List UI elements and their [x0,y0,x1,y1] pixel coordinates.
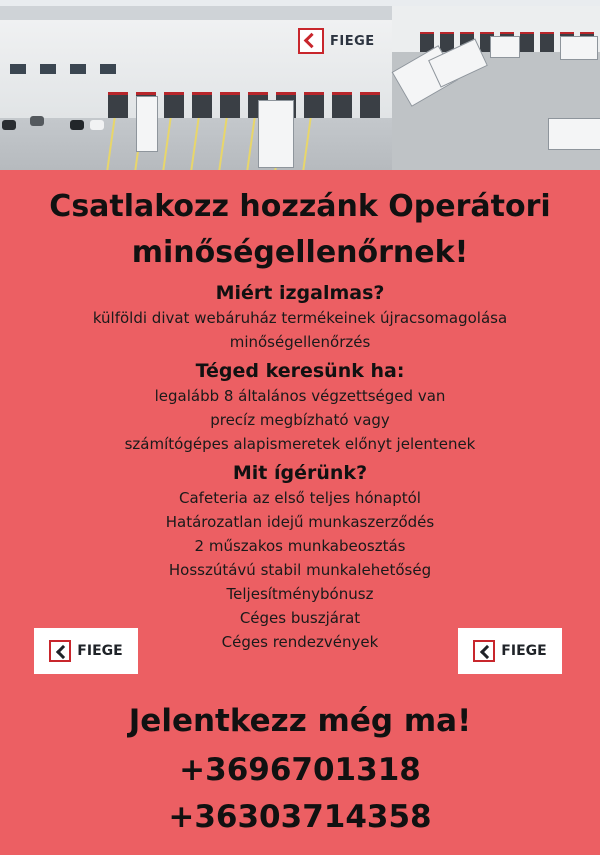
benefit-item: Cafeteria az első teljes hónaptól [179,489,421,507]
warehouse-building [0,6,392,121]
section-title: Mit ígérünk? [232,462,368,484]
benefit-item: Céges buszjárat [239,609,361,627]
building-sign-text: FIEGE [330,33,375,49]
section-requirements [0,358,600,456]
benefit-item: Teljesítménybónusz [226,585,374,603]
warehouse-photo [0,0,600,170]
phone-number-2[interactable]: +36303714358 [168,799,432,835]
headline [0,184,600,276]
fiege-logo-icon [298,28,324,54]
logo-text: FIEGE [77,643,123,659]
benefit-item: 2 műszakos munkabeosztás [194,537,406,555]
job-ad-content [0,170,600,654]
car [30,116,44,126]
car [70,120,84,130]
truck [136,96,158,152]
section-title: Miért izgalmas? [215,282,385,304]
section-title: Téged keresünk ha: [195,360,405,382]
headline-line-2: minőségellenőrnek! [131,235,469,270]
truck [490,36,520,58]
car [90,120,104,130]
benefit-item: Céges rendezvények [221,633,379,651]
section-line: minőségellenőrzés [229,333,371,351]
fiege-chevron-icon [473,640,495,662]
section-line: legalább 8 általános végzettséged van [154,387,446,405]
truck [560,36,598,60]
truck [258,100,294,168]
benefit-item: Határozatlan idejű munkaszerződés [165,513,435,531]
logo-text: FIEGE [501,643,547,659]
benefit-item: Hosszútávú stabil munkalehetőség [168,561,432,579]
section-line: külföldi divat webáruház termékeinek újracsomagolása [92,309,508,327]
fiege-logo-right [458,628,562,674]
section-benefits [0,460,600,654]
building-brand-sign [298,28,388,54]
fiege-chevron-icon [49,640,71,662]
headline-line-1: Csatlakozz hozzánk Operátori [49,189,551,224]
phone-number-1[interactable]: +3696701318 [179,752,421,788]
section-line: számítógépes alapismeretek előnyt jelentenek [124,435,476,453]
cta-title: Jelentkezz még ma! [128,703,472,739]
section-why-exciting [0,280,600,354]
car [2,120,16,130]
fiege-logo-left [34,628,138,674]
section-line: precíz megbízható vagy [210,411,390,429]
truck [548,118,600,150]
